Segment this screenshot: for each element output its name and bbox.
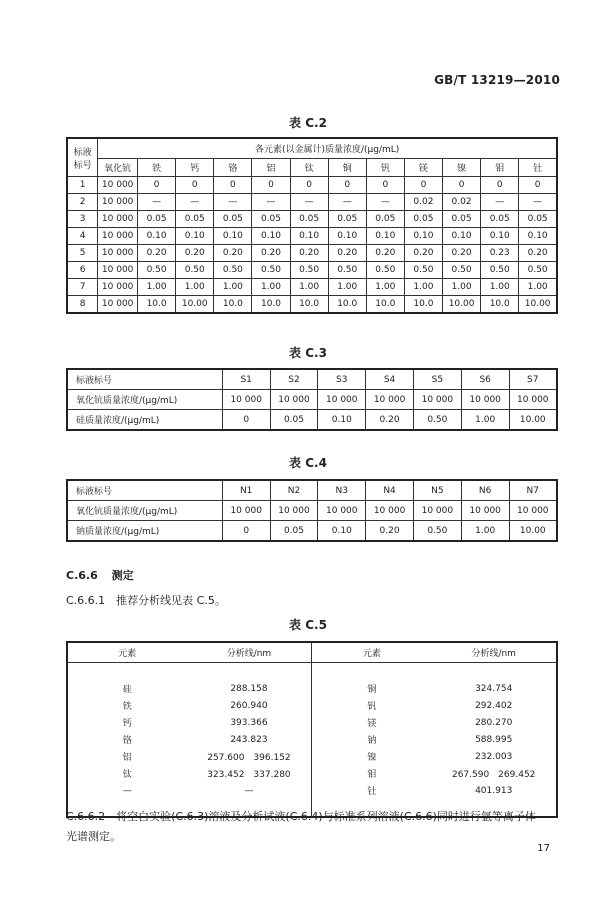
table-cell: 硅 [122, 685, 132, 695]
table-cell: 1.00 [461, 521, 509, 542]
table-cell: 0.10 [290, 228, 328, 245]
table-cell: 280.270 [475, 717, 513, 728]
row-label: 氧化钪质量浓度/(μg/mL) [67, 390, 222, 410]
table-cell: — [122, 785, 132, 796]
table-cell: 钠 [312, 731, 431, 748]
paragraph-c662-line2: 光谱测定。 [66, 830, 121, 843]
column-header: 分析线/nm [186, 642, 312, 663]
table-cell: 10 000 [366, 390, 414, 410]
table-cell: 10.0 [366, 296, 404, 314]
table-cell: 10.00 [519, 296, 557, 314]
table-cell: S5 [413, 369, 461, 390]
table-cell: S3 [318, 369, 366, 390]
column-header: 钍 [519, 159, 557, 177]
table-cell: 0.05 [481, 211, 519, 228]
table-cell: 0.05 [214, 211, 252, 228]
table-cell: — [290, 194, 328, 211]
table-row [67, 177, 557, 194]
table-cell: 0.10 [404, 228, 442, 245]
table-row [67, 262, 557, 279]
table-cell: 10 000 [98, 194, 138, 211]
table-cell: 1.00 [252, 279, 290, 296]
table-cell: 10.0 [252, 296, 290, 314]
table-cell: 0.50 [442, 262, 480, 279]
group-header: 各元素(以金属计)质量浓度/(μg/mL) [98, 138, 557, 159]
table-cell: 0 [222, 521, 270, 542]
table-row [67, 296, 557, 314]
column-header: 钒 [366, 159, 404, 177]
table-cell: 10 000 [98, 262, 138, 279]
table-cell: 10 000 [461, 501, 509, 521]
table-cell: 10.00 [509, 410, 557, 431]
table-cell: 232.003 [475, 751, 513, 762]
table-cell: 0.02 [404, 194, 442, 211]
table-cell: 0.10 [481, 228, 519, 245]
column-header: 铬 [214, 159, 252, 177]
table-cell: 0 [222, 410, 270, 431]
table-cell: 0 [176, 177, 214, 194]
table-row [67, 410, 557, 431]
table-cell: 镍 [312, 748, 431, 765]
column-header: 元素 [312, 642, 431, 663]
table-cell: 10 000 [413, 390, 461, 410]
table-cell: 10.0 [481, 296, 519, 314]
table-cell: 0 [290, 177, 328, 194]
table-cell: 0 [366, 177, 404, 194]
table-cell: 0.23 [481, 245, 519, 262]
table-cell: 0.50 [138, 262, 176, 279]
table-row [67, 501, 557, 521]
table-cell: 10 000 [318, 501, 366, 521]
table-cell: 0.20 [252, 245, 290, 262]
table-cell: 7 [67, 279, 98, 296]
table-cell: 0 [519, 177, 557, 194]
table-cell: 0.50 [214, 262, 252, 279]
table-cell: 铬 [122, 736, 132, 746]
table-cell: 0.05 [138, 211, 176, 228]
table-cell: 0.50 [290, 262, 328, 279]
row-label: 标液标号 [67, 480, 222, 501]
col-header-bottom: 标号 [73, 160, 92, 171]
table-cell: 0.05 [328, 211, 366, 228]
table-cell: 8 [67, 296, 98, 314]
table-cell: 10.00 [442, 296, 480, 314]
table-cell: 3 [67, 211, 98, 228]
table-cell: 10 000 [318, 390, 366, 410]
paragraph-c662-line1: C.6.6.2 将空白实验(C.6.3)溶液及分析试液(C.6.4)与标准系列溶液(C.6.6)同时进行氩等离子体 [66, 810, 536, 823]
table-cell: 钍 [312, 782, 431, 799]
table-cell: — [328, 194, 366, 211]
table-cell: N3 [318, 480, 366, 501]
table-row [67, 782, 557, 799]
table-cell: 10.0 [404, 296, 442, 314]
table-cell: 0.05 [366, 211, 404, 228]
table-cell: 1 [67, 177, 98, 194]
table-cell: 1.00 [176, 279, 214, 296]
table-cell: 10 000 [413, 501, 461, 521]
table-cell: 10 000 [222, 390, 270, 410]
table-cell: 10 000 [509, 501, 557, 521]
table-cell: 0.50 [176, 262, 214, 279]
table-cell: 1.00 [138, 279, 176, 296]
table-cell: — [138, 194, 176, 211]
table-cell: 0.20 [290, 245, 328, 262]
table-cell: 1.00 [481, 279, 519, 296]
table-cell: 588.995 [475, 734, 513, 745]
table-cell: 1.00 [214, 279, 252, 296]
table-cell: 10 000 [270, 390, 318, 410]
table-cell: 0.20 [366, 410, 414, 431]
page-number: 17 [537, 843, 550, 854]
table-cell: 10 000 [98, 177, 138, 194]
table-cell: 0 [328, 177, 366, 194]
table-cell: 0 [252, 177, 290, 194]
column-header: 铜 [328, 159, 366, 177]
table-cell: 10 000 [509, 390, 557, 410]
table-row [67, 279, 557, 296]
column-header: 铁 [138, 159, 176, 177]
paragraph-c661: C.6.6.1 推荐分析线见表 C.5。 [66, 594, 226, 607]
column-header: 钛 [290, 159, 328, 177]
table-cell: 0.05 [270, 410, 318, 431]
table-row [67, 228, 557, 245]
table-cell: 0.50 [481, 262, 519, 279]
table-cell: 1.00 [404, 279, 442, 296]
column-header: 镁 [404, 159, 442, 177]
table-cell: 钙 [122, 719, 132, 729]
table-cell: 267.590 269.452 [451, 770, 536, 780]
table-cell: 4 [67, 228, 98, 245]
column-header: 氧化钪 [98, 159, 138, 177]
table-cell: 铝 [122, 753, 132, 763]
table-cell: N4 [366, 480, 414, 501]
standard-number: GB/T 13219—2010 [434, 73, 560, 87]
table-cell: 10 000 [98, 279, 138, 296]
table-cell: 257.600 396.152 [207, 753, 291, 763]
table-c5-caption: 表 C.5 [289, 618, 327, 632]
table-row [67, 765, 557, 782]
table-cell: S6 [461, 369, 509, 390]
section-title: 测定 [111, 569, 134, 582]
table-c4 [66, 479, 558, 542]
table-cell: 钒 [312, 697, 431, 714]
table-cell: 324.754 [475, 683, 513, 694]
table-cell: 镁 [312, 714, 431, 731]
table-cell: 10 000 [98, 245, 138, 262]
table-cell: 0.05 [252, 211, 290, 228]
table-cell: 10.00 [176, 296, 214, 314]
table-cell: N2 [270, 480, 318, 501]
table-cell: 0.20 [214, 245, 252, 262]
table-row [67, 245, 557, 262]
table-cell: — [519, 194, 557, 211]
table-cell: 0.10 [252, 228, 290, 245]
table-cell: 243.823 [230, 734, 268, 745]
row-label: 硅质量浓度/(μg/mL) [67, 410, 222, 431]
table-cell: — [366, 194, 404, 211]
table-cell: 0.20 [138, 245, 176, 262]
table-cell: — [176, 194, 214, 211]
table-cell: N6 [461, 480, 509, 501]
table-cell: 钛 [122, 770, 132, 780]
column-header: 钼 [481, 159, 519, 177]
table-cell: S7 [509, 369, 557, 390]
row-label: 氧化钪质量浓度/(μg/mL) [67, 501, 222, 521]
table-cell: 401.913 [475, 785, 513, 796]
table-cell: — [244, 785, 254, 796]
table-cell: 2 [67, 194, 98, 211]
table-cell: 288.158 [230, 683, 268, 694]
table-cell: 0.10 [138, 228, 176, 245]
table-cell: 10.0 [138, 296, 176, 314]
table-cell: 0.10 [328, 228, 366, 245]
table-cell: 1.00 [442, 279, 480, 296]
row-label: 钠质量浓度/(μg/mL) [67, 521, 222, 542]
table-cell: 10 000 [366, 501, 414, 521]
table-row [67, 714, 557, 731]
table-cell: 0.10 [366, 228, 404, 245]
table-cell: 260.940 [230, 700, 268, 711]
table-cell: 0.50 [252, 262, 290, 279]
table-c3 [66, 368, 558, 431]
table-cell: 0.20 [404, 245, 442, 262]
table-cell: 10.00 [509, 521, 557, 542]
table-cell: 0.05 [176, 211, 214, 228]
table-cell: 5 [67, 245, 98, 262]
table-row [67, 521, 557, 542]
table-cell: — [252, 194, 290, 211]
table-cell: N1 [222, 480, 270, 501]
table-cell: 0.50 [413, 410, 461, 431]
table-cell: 0.50 [328, 262, 366, 279]
table-cell: 10 000 [461, 390, 509, 410]
row-label: 标液标号 [67, 369, 222, 390]
table-cell: 0.05 [442, 211, 480, 228]
table-cell: 10 000 [270, 501, 318, 521]
table-c5 [66, 641, 558, 818]
table-cell: 0.10 [318, 521, 366, 542]
table-cell: 0 [138, 177, 176, 194]
table-cell: 0.05 [270, 521, 318, 542]
table-cell: 0 [442, 177, 480, 194]
table-cell: S1 [222, 369, 270, 390]
table-c3-caption: 表 C.3 [289, 346, 327, 360]
column-header: 铝 [252, 159, 290, 177]
table-cell: 0.20 [176, 245, 214, 262]
table-cell: 10 000 [98, 211, 138, 228]
table-cell: 1.00 [519, 279, 557, 296]
table-cell: 0.20 [519, 245, 557, 262]
table-cell: 1.00 [290, 279, 328, 296]
table-cell: 0.05 [519, 211, 557, 228]
table-cell: 0.05 [404, 211, 442, 228]
table-cell: 292.402 [475, 700, 513, 711]
table-row [67, 680, 557, 697]
table-row [67, 194, 557, 211]
table-cell: 0.05 [290, 211, 328, 228]
col-header-label [67, 138, 98, 177]
table-cell: 0.10 [318, 410, 366, 431]
table-cell: 393.366 [230, 717, 268, 728]
table-cell: 0 [214, 177, 252, 194]
table-cell: 323.452 337.280 [207, 770, 291, 780]
table-cell: 10 000 [98, 296, 138, 314]
table-cell: 0.50 [366, 262, 404, 279]
table-row [67, 369, 557, 390]
table-cell: 0 [481, 177, 519, 194]
column-header: 镍 [442, 159, 480, 177]
table-cell: 0.20 [366, 245, 404, 262]
table-cell: 铁 [122, 702, 132, 712]
table-row [67, 211, 557, 228]
table-cell: 0.10 [442, 228, 480, 245]
section-number: C.6.6 [66, 569, 98, 582]
column-header: 钙 [176, 159, 214, 177]
table-cell: 0.50 [404, 262, 442, 279]
table-cell: 6 [67, 262, 98, 279]
table-row [67, 480, 557, 501]
table-cell: 钼 [312, 765, 431, 782]
table-cell: 10.0 [290, 296, 328, 314]
table-cell: 0.20 [366, 521, 414, 542]
col-header-top: 标液 [73, 147, 92, 158]
section-heading [66, 567, 134, 583]
table-cell: 10.0 [214, 296, 252, 314]
table-cell: 10 000 [98, 228, 138, 245]
table-cell: 1.00 [461, 410, 509, 431]
table-cell: N5 [413, 480, 461, 501]
table-cell: 0.50 [519, 262, 557, 279]
header-row [67, 642, 557, 663]
table-cell: — [214, 194, 252, 211]
column-header: 分析线/nm [431, 642, 557, 663]
table-cell: 0.10 [519, 228, 557, 245]
table-cell: 0.20 [442, 245, 480, 262]
table-cell: 铜 [312, 680, 431, 697]
table-row [67, 390, 557, 410]
table-cell: 0.10 [176, 228, 214, 245]
table-row [67, 731, 557, 748]
table-c2 [66, 137, 558, 314]
table-cell: 10.0 [328, 296, 366, 314]
table-cell: 0.50 [413, 521, 461, 542]
table-row [67, 748, 557, 765]
table-cell: — [481, 194, 519, 211]
table-cell: 0.20 [328, 245, 366, 262]
table-cell: 1.00 [366, 279, 404, 296]
table-cell: S2 [270, 369, 318, 390]
table-cell: 10 000 [222, 501, 270, 521]
table-row [67, 697, 557, 714]
column-header: 元素 [67, 642, 186, 663]
table-cell: 0.02 [442, 194, 480, 211]
table-c4-caption: 表 C.4 [289, 456, 327, 470]
table-cell: 0.10 [214, 228, 252, 245]
table-cell: N7 [509, 480, 557, 501]
table-cell: 1.00 [328, 279, 366, 296]
table-c2-caption: 表 C.2 [289, 116, 327, 130]
table-cell: 0 [404, 177, 442, 194]
table-cell: S4 [366, 369, 414, 390]
